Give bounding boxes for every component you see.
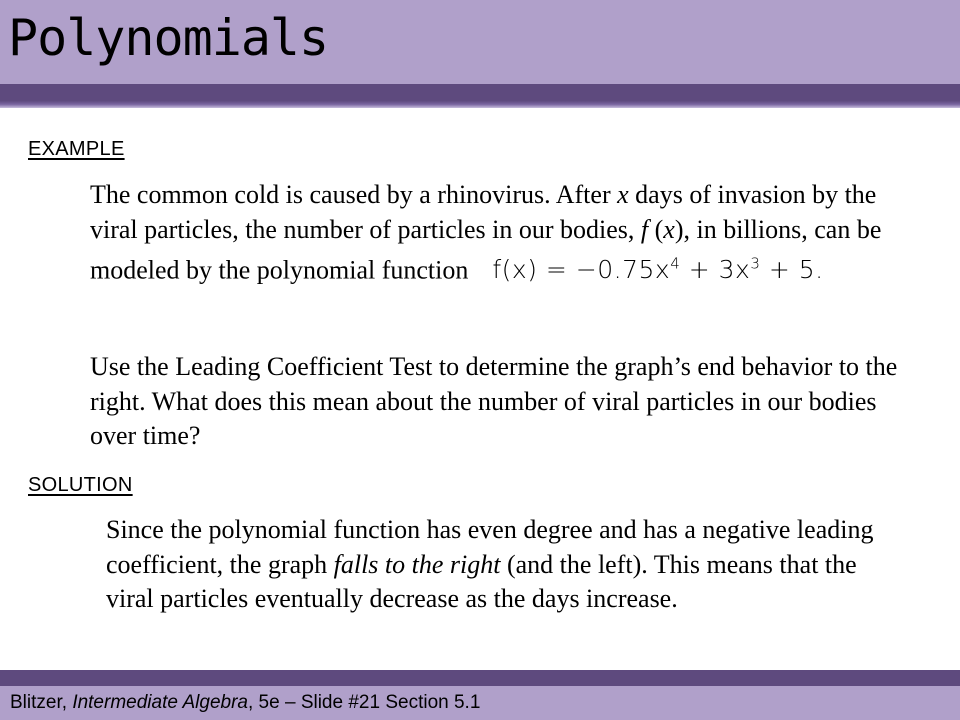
footer-divider-band — [0, 670, 960, 686]
solution-text-part1: Since the polynomial function has even degree and has a negative leading coefficient, the graph — [106, 515, 874, 579]
equation-mid: + 3x — [680, 255, 751, 285]
footer-book-title: Intermediate Algebra — [72, 692, 248, 713]
footer-bar — [0, 686, 960, 720]
equation-exponent-3: 3 — [750, 255, 761, 273]
example-problem-text — [90, 178, 910, 288]
problem-text-part4: ), in billions, can be modeled by the polynomial function — [90, 214, 882, 285]
problem-text-part2: days of invasion by the viral particles, the number of particles in our bodies, — [90, 180, 877, 244]
header-divider-band — [0, 84, 960, 108]
solution-emphasis: falls to the right — [333, 549, 501, 579]
problem-text-part3: ( — [648, 214, 664, 244]
solution-text-part2: (and the left). This means that the viral particles eventually decrease as the days increase. — [106, 549, 857, 613]
footer-slide-info: , 5e – Slide #21 Section 5.1 — [248, 692, 481, 713]
example-label: EXAMPLE — [28, 138, 125, 160]
polynomial-equation — [492, 255, 823, 284]
slide-title: Polynomials — [8, 9, 329, 67]
function-f: f — [640, 214, 649, 244]
equation-rhs: + 5. — [760, 255, 824, 285]
equation-lhs: f(x) = −0.75x — [492, 255, 671, 285]
variable-x: x — [617, 180, 629, 209]
slide-footer-text — [10, 692, 480, 714]
solution-label: SOLUTION — [28, 474, 133, 496]
title-bar — [0, 0, 960, 84]
footer-author: Blitzer, — [10, 692, 73, 713]
variable-x-2: x — [663, 214, 675, 244]
equation-exponent-4: 4 — [670, 255, 681, 273]
solution-text — [106, 513, 896, 617]
example-question-text: Use the Leading Coefficient Test to determine the graph’s end behavior to the right. What does this mean about the number of viral particles in our bodies over time? — [90, 352, 898, 450]
problem-text-part1: The common cold is caused by a rhinovirus. After — [90, 180, 618, 209]
